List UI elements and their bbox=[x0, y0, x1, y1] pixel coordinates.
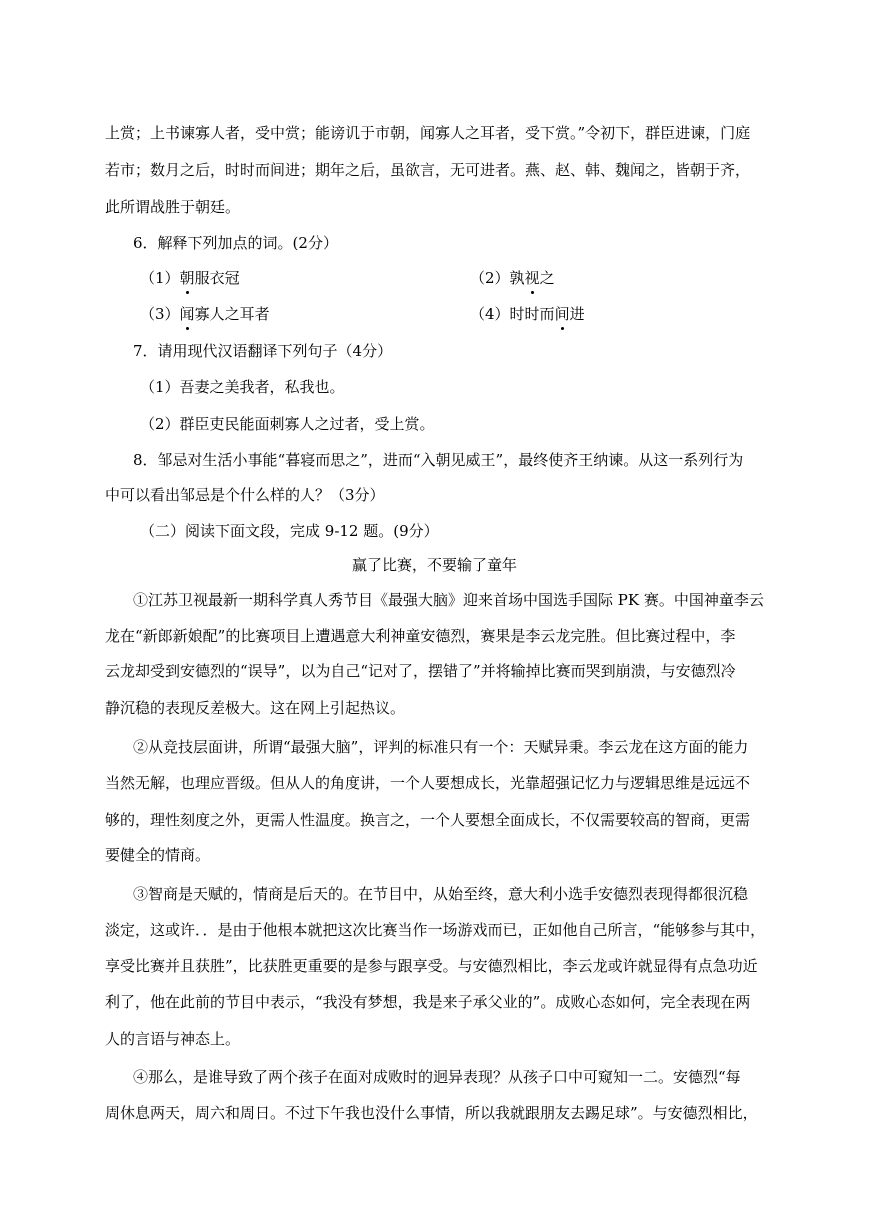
question-8-line: 中可以看出邹忌是个什么样的人？（3分） bbox=[105, 486, 385, 504]
dotted-char: 闻 bbox=[179, 305, 195, 323]
paragraph-line: 周休息两天，周六和周日。不过下午我也没什么事情，所以我就跟朋友去踢足球”。与安德烈相比， bbox=[105, 1104, 758, 1122]
paragraph-line: 当然无解，也理应晋级。但从人的角度讲，一个人要想成长，光靠超强记忆力与逻辑思维是远远不 bbox=[105, 774, 751, 792]
paragraph-line: ②从竞技层面讲，所谓“最强大脑”，评判的标准只有一个：天赋异秉。李云龙在这方面的能力 bbox=[133, 738, 749, 756]
paragraph-line: 够的，理性刻度之外，更需人性温度。换言之，一个人要想全面成长，不仅需要较高的智商，更需 bbox=[105, 811, 751, 829]
q6-item-2: （2）孰视之 bbox=[470, 269, 555, 287]
question-7-item: （1）吾妻之美我者，私我也。 bbox=[140, 378, 345, 396]
paragraph-line: 静沉稳的表现反差极大。这在网上引起热议。 bbox=[105, 699, 406, 717]
paragraph-line: 云龙却受到安德烈的“误导”，以为自己“记对了，摆错了”并将输掉比赛而哭到崩溃，与安德烈冷 bbox=[105, 662, 736, 680]
dotted-char: 视 bbox=[524, 269, 540, 287]
dotted-char: 间 bbox=[554, 305, 570, 323]
paragraph-line: ③智商是天赋的，情商是后天的。在节目中，从始至终，意大利小选手安德烈表现得都很沉稳 bbox=[133, 885, 749, 903]
question-6-row-2 bbox=[140, 304, 800, 324]
q6-item-3: （3）闻寡人之耳者 bbox=[140, 305, 270, 323]
paragraph-line: 龙在“新郎新娘配”的比赛项目上遭遇意大利神童安德烈，赛果是李云龙完胜。但比赛过程中，李 bbox=[105, 627, 736, 645]
question-7-prompt: 7．请用现代汉语翻译下列句子（4分） bbox=[133, 342, 393, 360]
q6-item-4: （4）时时而间进 bbox=[470, 305, 585, 323]
dotted-char: 朝 bbox=[179, 269, 195, 287]
q6-item-1: （1）朝服衣冠 bbox=[140, 269, 240, 287]
paragraph-line: 人的言语与神态上。 bbox=[105, 1030, 241, 1048]
paragraph-line: 淡定，这或许．．是由于他根本就把这次比赛当作一场游戏而已，正如他自己所言，“能够参与其中， bbox=[105, 921, 766, 939]
passage-line: 上赏；上书谏寡人者，受中赏；能谤讥于市朝，闻寡人之耳者，受下赏。”令初下，群臣进谏，门庭 bbox=[105, 124, 751, 142]
question-8-line: 8．邹忌对生活小事能“暮寝而思之”，进而“入朝见威王”，最终使齐王纳谏。从这一系列行为 bbox=[133, 451, 744, 469]
paragraph-line: 享受比赛并且获胜”，比获胜更重要的是参与跟享受。与安德烈相比，李云龙或许就显得有点急功近 bbox=[105, 957, 758, 975]
question-6-row-1 bbox=[140, 268, 800, 288]
paragraph-line: 利了，他在此前的节目中表示，“我没有梦想，我是来子承父业的”。成败心态如何，完全表现在两 bbox=[105, 993, 751, 1011]
section-2-heading: （二）阅读下面文段，完成 9-12 题。(9分） bbox=[140, 522, 439, 540]
paragraph-line: ④那么，是谁导致了两个孩子在面对成败时的迥异表现？从孩子口中可窥知一二。安德烈“每 bbox=[133, 1068, 741, 1086]
paragraph-line: ①江苏卫视最新一期科学真人秀节目《最强大脑》迎来首场中国选手国际 PK 赛。中国神童李云 bbox=[133, 591, 764, 609]
paragraph-line: 要健全的情商。 bbox=[105, 846, 211, 864]
article-title: 赢了比赛，不要输了童年 bbox=[351, 556, 517, 574]
question-6-prompt: 6．解释下列加点的词。(2分） bbox=[133, 234, 338, 252]
passage-line: 若市；数月之后，时时而间进；期年之后，虽欲言，无可进者。燕、赵、韩、魏闻之，皆朝于齐， bbox=[105, 161, 751, 179]
question-7-item: （2）群臣吏民能面刺寡人之过者，受上赏。 bbox=[140, 415, 435, 433]
passage-line: 此所谓战胜于朝廷。 bbox=[105, 198, 241, 216]
